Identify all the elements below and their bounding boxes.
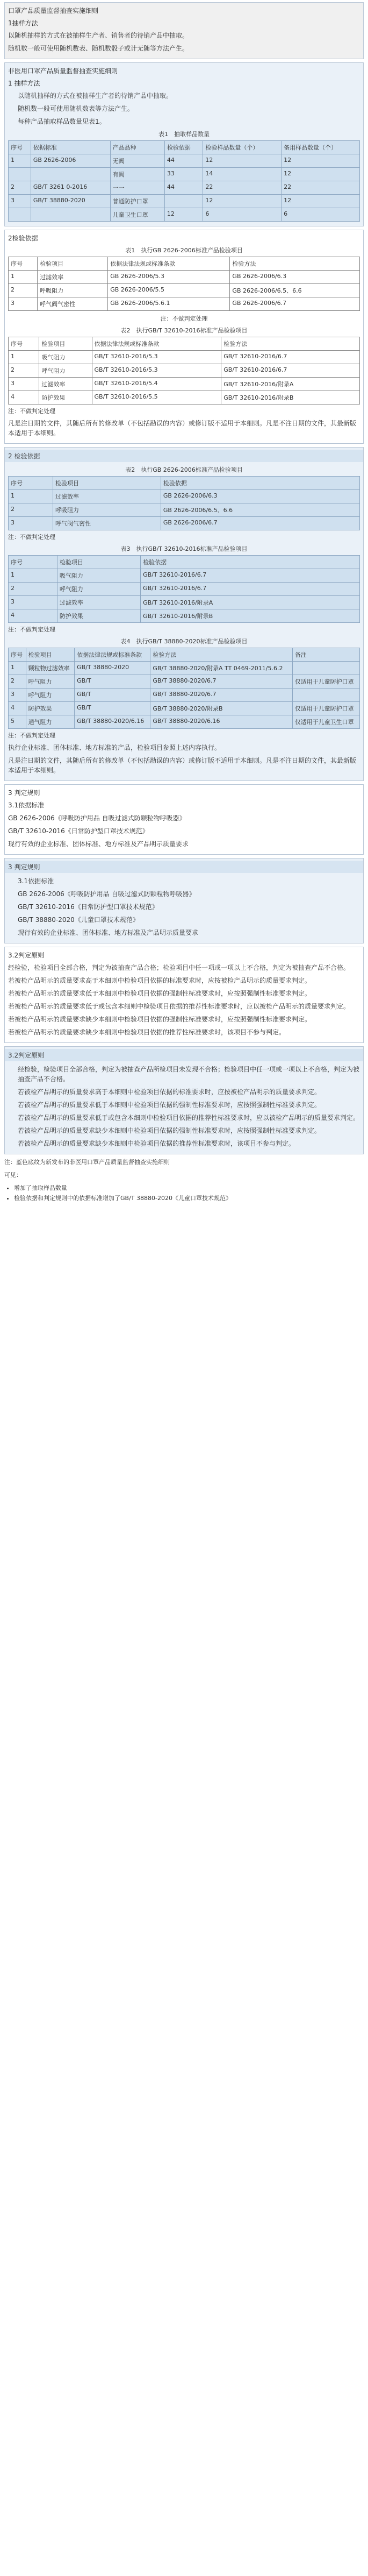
paragraph: 若被检产品明示的质量要求低于或包含本细则中检验项目依据的推荐性标准要求时，应以被检产品明示的质量要求判定。 bbox=[18, 1114, 360, 1122]
cell: 1 bbox=[9, 490, 53, 503]
header-cell: 检验项目 bbox=[53, 477, 161, 490]
header-cell: 序号 bbox=[9, 477, 53, 490]
cell: 2 bbox=[9, 181, 31, 195]
summary-lead: 可见： bbox=[4, 1172, 22, 1179]
paragraph: 若被检产品明示的质量要求高于本细则中检验项目依据的标准要求时，应按被检产品明示的质量要求判定。 bbox=[8, 977, 312, 984]
cell: GB/T 38880-2020/6.7 bbox=[150, 675, 292, 689]
table-row bbox=[9, 297, 360, 311]
cell: GB/T 38880-2020/6.16 bbox=[75, 715, 150, 729]
header-cell: 备注 bbox=[292, 648, 359, 662]
gbt38880-items-table bbox=[8, 648, 360, 729]
header-cell: 依据法律法规或标准条款 bbox=[75, 648, 150, 662]
paragraph: 经检验，检验项目全部合格，判定为被抽查产品合格；检验项目中任一项或一项以上不合格，判定为被抽查产品不合格。 bbox=[8, 964, 350, 971]
cell: 3 bbox=[9, 195, 31, 208]
cell: 12 bbox=[282, 154, 360, 168]
cell: GB 2626-2006/5.5 bbox=[108, 284, 230, 297]
original-rules-block bbox=[4, 2, 364, 59]
table-caption: 表4 执行GB/T 38880-2020标准产品检验项目 bbox=[120, 638, 248, 645]
cell: 2 bbox=[9, 583, 57, 596]
cell: 12 bbox=[282, 168, 360, 181]
cell: 仅适用于儿童卫生口罩 bbox=[292, 715, 359, 729]
cell: 44 bbox=[164, 154, 203, 168]
table-note: 注：不做判定处理 bbox=[8, 534, 55, 541]
table-row bbox=[9, 662, 360, 675]
cell: 1 bbox=[9, 662, 26, 675]
cell: 33 bbox=[164, 168, 203, 181]
standard-item: 现行有效的企业标准、团体标准、地方标准及产品明示质量要求 bbox=[8, 840, 189, 848]
section-heading: 2 检验依据 bbox=[5, 450, 363, 462]
paragraph: 以随机抽样的方式在被抽样生产者的待销产品中抽取。 bbox=[18, 92, 173, 100]
cell: 防护效果 bbox=[39, 391, 92, 405]
header-cell: 检验样品数量（个） bbox=[203, 141, 282, 154]
judgment-basis-old-block bbox=[4, 784, 364, 855]
header-cell: 依据法律法规或标准条款 bbox=[108, 257, 230, 271]
cell: 14 bbox=[203, 168, 282, 181]
cell bbox=[164, 195, 203, 208]
table-caption: 表1 抽取样品数量 bbox=[158, 131, 210, 138]
table-caption: 表2 执行GB/T 32610-2016标准产品检验项目 bbox=[120, 327, 248, 334]
cell: 呼气阀气密性 bbox=[53, 517, 161, 530]
table-note: 注：不做判定处理 bbox=[8, 732, 55, 739]
standard-item: GB 2626-2006《呼吸防护用品 自吸过滤式防颗粒物呼吸器》 bbox=[18, 890, 196, 898]
header-cell: 序号 bbox=[9, 556, 57, 569]
standard-item: GB 2626-2006《呼吸防护用品 自吸过滤式防颗粒物呼吸器》 bbox=[8, 814, 186, 822]
table-row bbox=[9, 675, 360, 689]
cell: 一一 bbox=[110, 181, 164, 195]
cell: 呼吸阻力 bbox=[53, 503, 161, 517]
table-caption: 表3 执行GB/T 32610-2016标准产品检验项目 bbox=[120, 545, 248, 552]
new-rules-block bbox=[4, 62, 364, 226]
inspection-basis-new-block bbox=[4, 447, 364, 781]
header-cell: 检验依据 bbox=[164, 141, 203, 154]
cell: 4 bbox=[9, 702, 26, 715]
paragraph: 每种产品抽取样品数量见表1。 bbox=[18, 118, 106, 125]
paragraph: 若被检产品明示的质量要求低于本细则中检验项目依据的强制性标准要求时，应按照强制性标准要求判定。 bbox=[18, 1101, 321, 1109]
cell bbox=[292, 662, 359, 675]
table-row bbox=[9, 517, 360, 530]
table-note: 注：不做判定处理 bbox=[8, 408, 55, 415]
cell: GB/T 38880-2020 bbox=[31, 195, 110, 208]
doc-title: 口罩产品质量监督抽查实施细则 bbox=[8, 7, 99, 15]
paragraph: 若被检产品明示的质量要求缺少本细则中检验项目依据的强制性标准要求时，应按照强制性标准要求判定。 bbox=[18, 1127, 321, 1134]
table-row bbox=[9, 503, 360, 517]
section-heading: 2检验依据 bbox=[8, 235, 38, 242]
cell: 2 bbox=[9, 503, 53, 517]
cell: GB/T 38880-2020 bbox=[75, 662, 150, 675]
cell: GB/T 38880-2020/附录B bbox=[150, 702, 292, 715]
cell: 1 bbox=[9, 569, 57, 583]
cell: 防护效果 bbox=[57, 609, 140, 623]
header-cell: 检验项目 bbox=[26, 648, 75, 662]
cell: 吸气阻力 bbox=[57, 569, 140, 583]
cell: GB 2626-2006/6.7 bbox=[161, 517, 359, 530]
cell: GB 2626-2006/6.5、6.6 bbox=[161, 503, 359, 517]
cell: 呼吸阻力 bbox=[38, 284, 108, 297]
cell: GB/T 3261 0-2016 bbox=[31, 181, 110, 195]
cell: GB 2626-2006/6.7 bbox=[230, 297, 360, 311]
cell: 过滤效率 bbox=[38, 271, 108, 284]
cell: GB/T 32610-2016/附录B bbox=[221, 391, 360, 405]
cell: 呼气阀气密性 bbox=[38, 297, 108, 311]
header-cell: 检验项目 bbox=[39, 337, 92, 351]
cell: GB/T bbox=[75, 689, 150, 702]
table-row bbox=[9, 490, 360, 503]
section-heading: 3.2判定原则 bbox=[8, 952, 45, 959]
paragraph: 随机数一般可使用随机数表等方法产生。 bbox=[18, 105, 134, 112]
cell: 呼气阻力 bbox=[26, 689, 75, 702]
cell: 呼气阻力 bbox=[57, 583, 140, 596]
gb2626-items-table bbox=[8, 257, 360, 311]
cell: 3 bbox=[9, 596, 57, 609]
table-row bbox=[9, 271, 360, 284]
cell: 仅适用于儿童防护口罩 bbox=[292, 675, 359, 689]
cell: GB/T 38880-2020/6.7 bbox=[150, 689, 292, 702]
table-header-row bbox=[9, 337, 360, 351]
cell: GB/T 38880-2020/6.16 bbox=[150, 715, 292, 729]
section-heading: 1抽样方法 bbox=[8, 19, 38, 27]
cell: GB/T 32610-2016/附录A bbox=[221, 378, 360, 391]
header-cell: 序号 bbox=[9, 141, 31, 154]
section-heading: 3 判定规则 bbox=[5, 861, 363, 873]
cell: GB 2626-2006/6.3 bbox=[230, 271, 360, 284]
table-row bbox=[9, 284, 360, 297]
cell: 吸气阻力 bbox=[39, 351, 92, 364]
cell: 颗粒物过滤效率 bbox=[26, 662, 75, 675]
paragraph: 若被检产品明示的质量要求缺少本细则中检验项目依据的推荐性标准要求时，该项目不参与判定。 bbox=[8, 1028, 286, 1036]
cell: GB/T 32610-2016/5.4 bbox=[92, 378, 221, 391]
cell: 通气阻力 bbox=[26, 715, 75, 729]
cell: 5 bbox=[9, 715, 26, 729]
header-cell: 序号 bbox=[9, 648, 26, 662]
cell: 2 bbox=[9, 675, 26, 689]
cell: 过滤效率 bbox=[53, 490, 161, 503]
table-header-row bbox=[9, 257, 360, 271]
cell: GB/T 38880-2020/附录A TT 0469-2011/5.6.2 bbox=[150, 662, 292, 675]
cell: 12 bbox=[164, 208, 203, 222]
header-cell: 检验项目 bbox=[38, 257, 108, 271]
list-item: • 检验依据和判定规则中的依据标准增加了GB/T 38880-2020《儿童口罩技术规范》 bbox=[14, 1194, 364, 1202]
cell: GB/T bbox=[75, 675, 150, 689]
legend-note: 注：蓝色底纹为新发布的非医用口罩产品质量监督抽查实施细则 bbox=[4, 1159, 170, 1166]
cell: 普通防护口罩 bbox=[110, 195, 164, 208]
sample-quantity-table bbox=[8, 140, 360, 222]
standard-item: GB/T 32610-2016《日常防护型口罩技术规范》 bbox=[8, 827, 149, 835]
paragraph: 凡是注日期的文件，其随后所有的修改单（不包括勘误的内容）或修订版不适用于本细则。凡是不注日期的文件，其最新版本适用于本细则。 bbox=[8, 420, 357, 437]
table-row bbox=[9, 689, 360, 702]
table-row bbox=[9, 351, 360, 364]
header-cell: 产品品种 bbox=[110, 141, 164, 154]
cell: 2 bbox=[9, 284, 38, 297]
table-row bbox=[9, 181, 360, 195]
cell: 44 bbox=[164, 181, 203, 195]
cell: 22 bbox=[282, 181, 360, 195]
paragraph: 经检验，检验项目全部合格，判定为被抽查产品所检项目未发现不合格；检验项目中任一项或一项以上不合格，判定为被抽查产品不合格。 bbox=[18, 1066, 360, 1083]
cell: 4 bbox=[9, 391, 39, 405]
cell: GB/T 32610-2016/附录B bbox=[141, 609, 360, 623]
cell: GB/T 32610-2016/5.3 bbox=[92, 351, 221, 364]
cell: 仅适用于儿童防护口罩 bbox=[292, 702, 359, 715]
cell: GB/T bbox=[75, 702, 150, 715]
cell: 过滤效率 bbox=[39, 378, 92, 391]
cell: 12 bbox=[203, 154, 282, 168]
cell: GB 2626-2006/5.3 bbox=[108, 271, 230, 284]
header-cell: 检验方法 bbox=[230, 257, 360, 271]
cell: GB/T 32610-2016/6.7 bbox=[141, 569, 360, 583]
table-caption: 表1 执行GB 2626-2006标准产品检验项目 bbox=[125, 247, 243, 254]
cell: 4 bbox=[9, 609, 57, 623]
cell: 过滤效率 bbox=[57, 596, 140, 609]
cell: 12 bbox=[282, 195, 360, 208]
header-cell: 检验项目 bbox=[57, 556, 140, 569]
header-cell: 检验方法 bbox=[221, 337, 360, 351]
table-row bbox=[9, 378, 360, 391]
table-note: 注：不做判定处理 bbox=[160, 315, 208, 322]
cell: GB/T 32610-2016/6.7 bbox=[141, 583, 360, 596]
judgment-principle-old-block bbox=[4, 947, 364, 1043]
cell bbox=[31, 208, 110, 222]
header-cell: 依据法律法规或标准条款 bbox=[92, 337, 221, 351]
cell: 3 bbox=[9, 689, 26, 702]
table-row bbox=[9, 569, 360, 583]
table-row bbox=[9, 702, 360, 715]
cell: GB 2626-2006/6.5、6.6 bbox=[230, 284, 360, 297]
cell bbox=[9, 168, 31, 181]
cell: 22 bbox=[203, 181, 282, 195]
header-cell: 检验依据 bbox=[161, 477, 359, 490]
paragraph: 执行企业标准、团体标准、地方标准的产品，检验项目参照上述内容执行。 bbox=[8, 744, 221, 751]
table-row bbox=[9, 208, 360, 222]
standard-item: GB/T 38880-2020《儿童口罩技术规范》 bbox=[18, 916, 139, 924]
section-heading: 1 抽样方法 bbox=[8, 80, 40, 87]
cell: GB 2626-2006/6.3 bbox=[161, 490, 359, 503]
gb2626-items-table-new bbox=[8, 476, 360, 530]
table-header-row bbox=[9, 556, 360, 569]
header-cell: 序号 bbox=[9, 257, 38, 271]
inspection-basis-old-block bbox=[4, 230, 364, 444]
table-header-row bbox=[9, 648, 360, 662]
table-row bbox=[9, 583, 360, 596]
table-row bbox=[9, 168, 360, 181]
paragraph: 凡是注日期的文件，其随后所有的修改单（不包括勘误的内容）或修订版不适用于本细则。凡是不注日期的文件，其最新版本适用于本细则。 bbox=[8, 757, 357, 774]
paragraph: 若被检产品明示的质量要求缺少本细则中检验项目依据的推荐性标准要求时，该项目不参与判定。 bbox=[18, 1140, 295, 1147]
section-heading: 3.2判定原则 bbox=[5, 1049, 363, 1061]
header-cell: 备用样品数量（个） bbox=[282, 141, 360, 154]
subsection-heading: 3.1依据标准 bbox=[18, 877, 54, 885]
header-cell: 检验方法 bbox=[150, 648, 292, 662]
judgment-principle-new-block bbox=[4, 1046, 364, 1154]
paragraph: 若被检产品明示的质量要求低于本细则中检验项目依据的强制性标准要求时，应按照强制性标准要求判定。 bbox=[8, 990, 312, 997]
cell: 1 bbox=[9, 154, 31, 168]
table-header-row bbox=[9, 141, 360, 154]
summary-list bbox=[14, 1183, 364, 1202]
cell: GB/T 32610-2016/5.3 bbox=[92, 364, 221, 378]
table-header-row bbox=[9, 477, 360, 490]
table-row bbox=[9, 596, 360, 609]
list-item: • 增加了抽取样品数量 bbox=[14, 1183, 364, 1192]
cell bbox=[292, 689, 359, 702]
cell: GB/T 32610-2016/6.7 bbox=[221, 351, 360, 364]
cell: 2 bbox=[9, 364, 39, 378]
table-row bbox=[9, 364, 360, 378]
cell: 12 bbox=[203, 195, 282, 208]
table-note: 注：不做判定处理 bbox=[8, 626, 55, 633]
judgment-basis-new-block bbox=[4, 858, 364, 943]
table-row bbox=[9, 154, 360, 168]
cell: 儿童卫生口罩 bbox=[110, 208, 164, 222]
cell: GB 2626-2006/5.6.1 bbox=[108, 297, 230, 311]
table-row bbox=[9, 195, 360, 208]
cell: 无阀 bbox=[110, 154, 164, 168]
table-row bbox=[9, 609, 360, 623]
cell: 1 bbox=[9, 351, 39, 364]
cell: 有阀 bbox=[110, 168, 164, 181]
paragraph: 随机数一般可使用随机数表、随机数骰子或计无随等方法产生。 bbox=[8, 45, 189, 52]
cell: 3 bbox=[9, 378, 39, 391]
paragraph: 以随机抽样的方式在被抽样生产者、销售者的待销产品中抽取。 bbox=[8, 32, 189, 39]
doc-title: 非医用口罩产品质量监督抽查实施细则 bbox=[8, 67, 118, 75]
paragraph: 若被检产品明示的质量要求高于本细则中检验项目依据的标准要求时，应按被检产品明示的质量要求判定。 bbox=[18, 1088, 321, 1096]
header-cell: 检验依据 bbox=[141, 556, 360, 569]
table-caption: 表2 执行GB 2626-2006标准产品检验项目 bbox=[125, 466, 243, 473]
standard-item: GB/T 32610-2016《日常防护型口罩技术规范》 bbox=[18, 903, 158, 911]
cell: GB/T 32610-2016/5.5 bbox=[92, 391, 221, 405]
paragraph: 若被检产品明示的质量要求缺少本细则中检验项目依据的强制性标准要求时，应按照强制性标准要求判定。 bbox=[8, 1016, 312, 1023]
cell: 呼气阻力 bbox=[26, 675, 75, 689]
cell bbox=[9, 208, 31, 222]
cell: 6 bbox=[282, 208, 360, 222]
standard-item: 现行有效的企业标准、团体标准、地方标准及产品明示质量要求 bbox=[18, 929, 199, 936]
header-cell: 依据标准 bbox=[31, 141, 110, 154]
cell: 3 bbox=[9, 517, 53, 530]
cell: 1 bbox=[9, 271, 38, 284]
cell bbox=[31, 168, 110, 181]
table-row bbox=[9, 715, 360, 729]
gbt32610-items-table-new bbox=[8, 555, 360, 623]
gbt32610-items-table bbox=[8, 337, 360, 405]
cell: GB/T 32610-2016/附录A bbox=[141, 596, 360, 609]
header-cell: 序号 bbox=[9, 337, 39, 351]
paragraph: 若被检产品明示的质量要求低于或包含本细则中检验项目依据的推荐性标准要求时，应以被检产品明示的质量要求判定。 bbox=[8, 1003, 350, 1010]
cell: 6 bbox=[203, 208, 282, 222]
table-row bbox=[9, 391, 360, 405]
cell: GB/T 32610-2016/6.7 bbox=[221, 364, 360, 378]
cell: GB 2626-2006 bbox=[31, 154, 110, 168]
cell: 防护效果 bbox=[26, 702, 75, 715]
cell: 3 bbox=[9, 297, 38, 311]
subsection-heading: 3.1依据标准 bbox=[8, 801, 45, 809]
cell: 呼气阻力 bbox=[39, 364, 92, 378]
document bbox=[4, 2, 364, 1202]
section-heading: 3 判定规则 bbox=[8, 789, 40, 797]
